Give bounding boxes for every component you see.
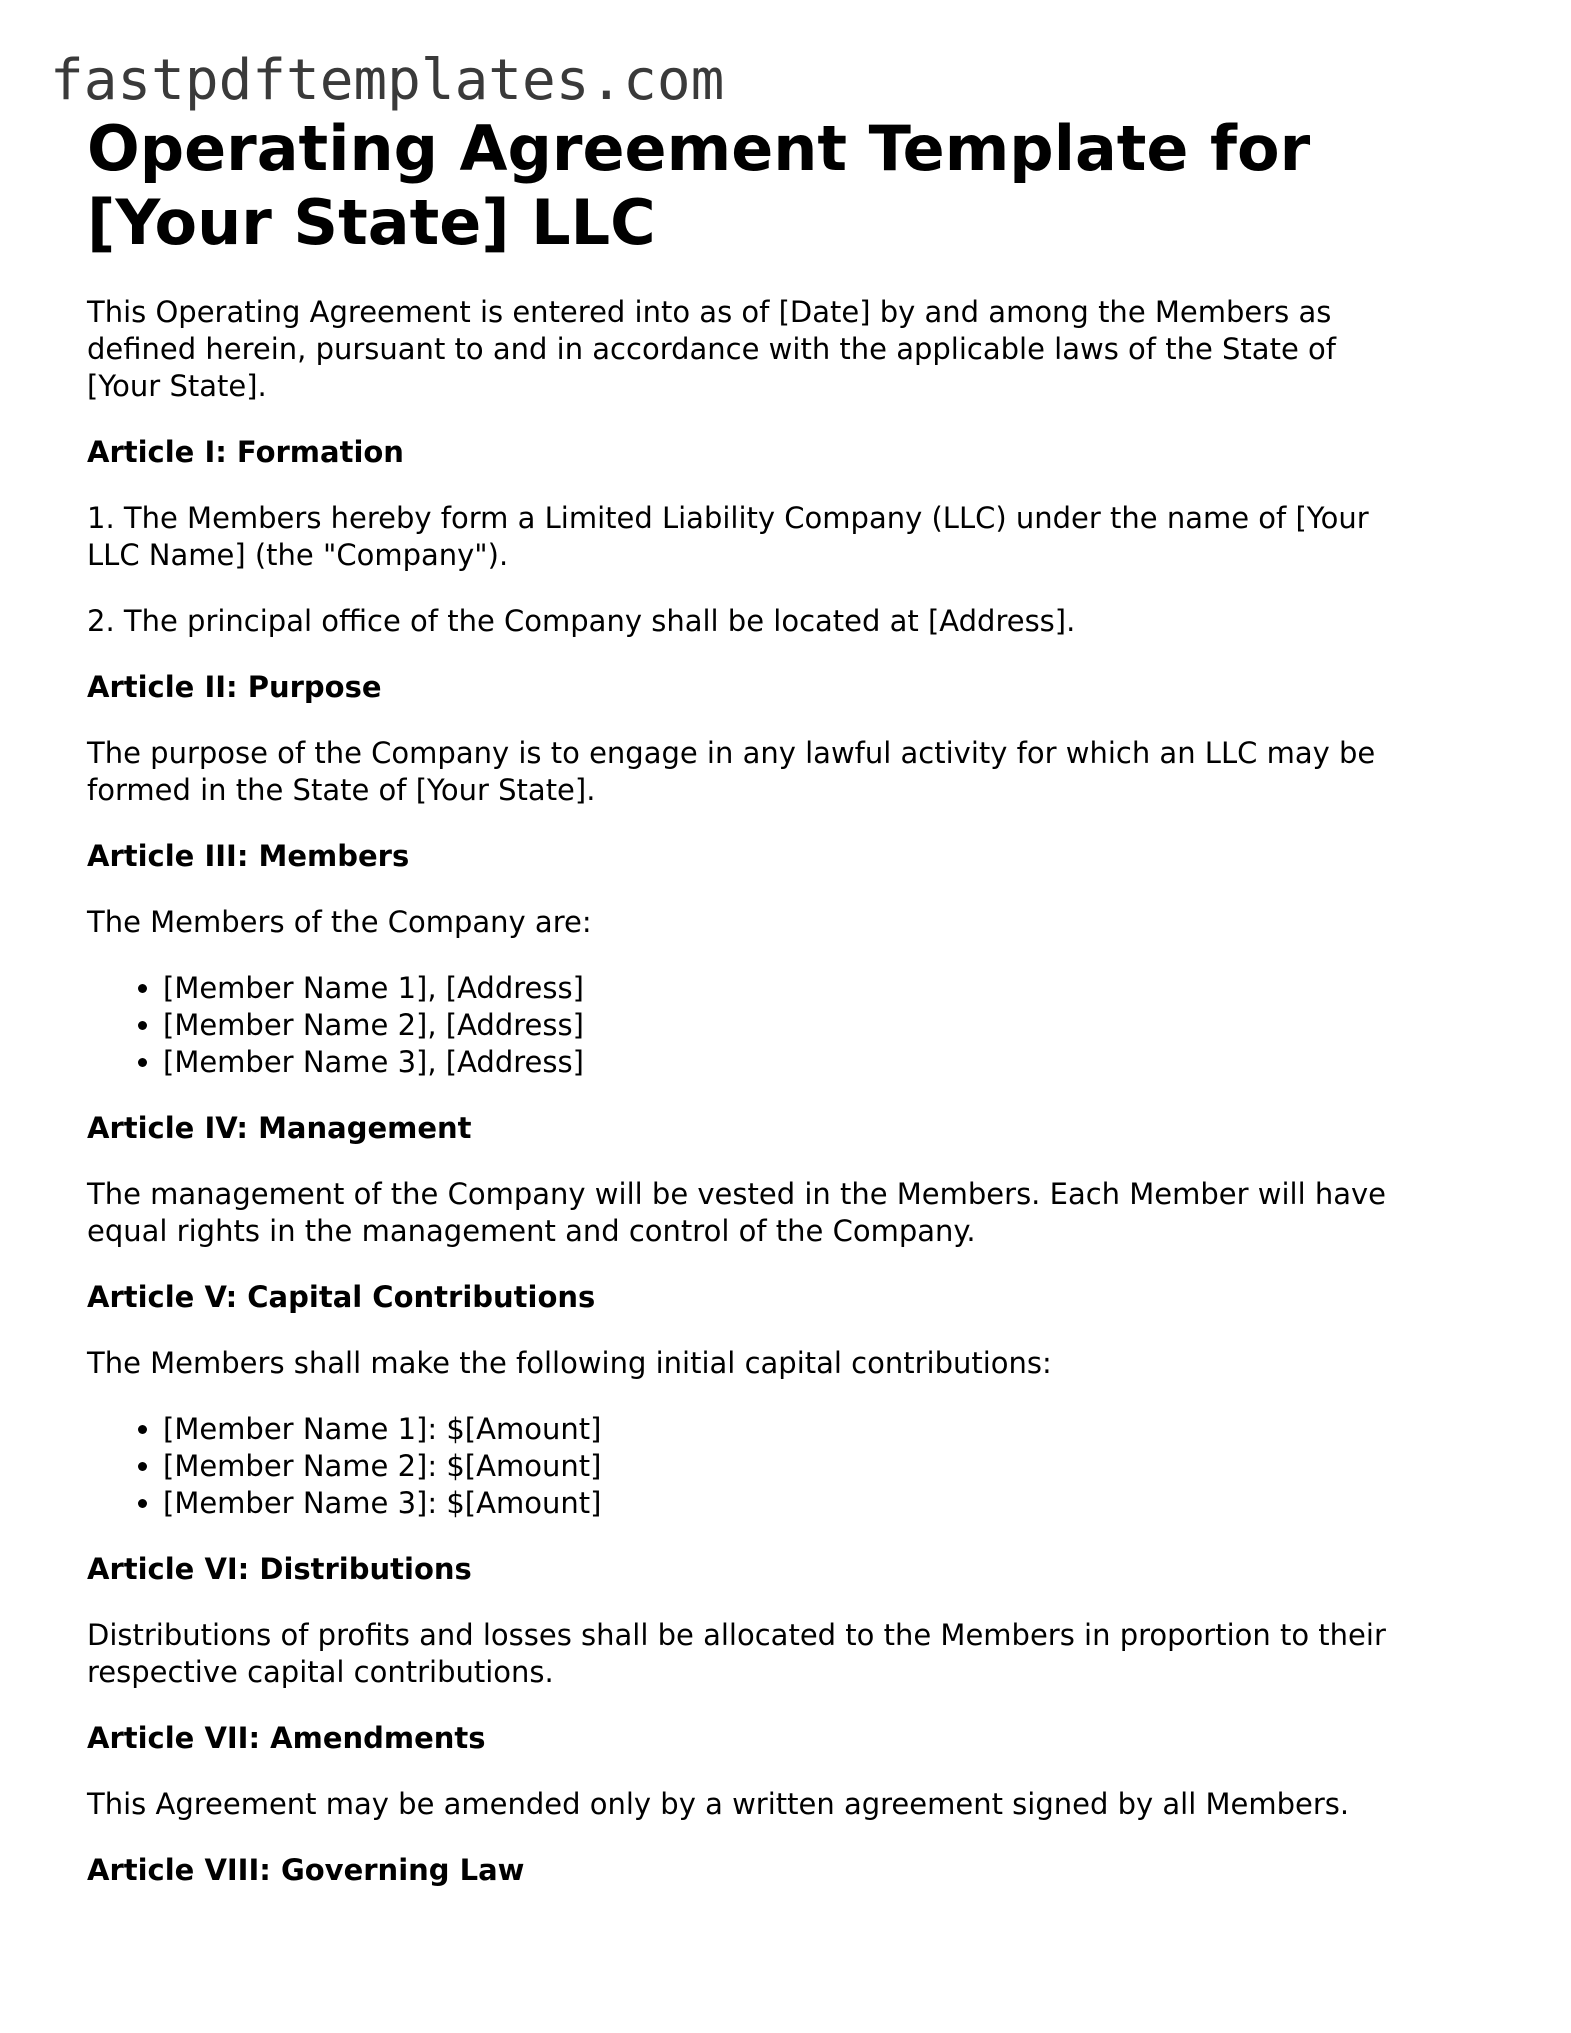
members-list (87, 970, 1487, 1081)
paragraph-line: formed in the State of [Your State]. (87, 773, 596, 807)
title-line: [Your State] LLC (87, 186, 656, 259)
article-paragraph (87, 1786, 1487, 1823)
article-heading: Article IV: Management (87, 1111, 472, 1145)
paragraph-line: equal rights in the management and control of the Company. (87, 1214, 976, 1248)
contributions-list (87, 1411, 1487, 1522)
article-heading: Article VII: Amendments (87, 1721, 486, 1755)
paragraph-line: The Members of the Company are: (87, 905, 592, 939)
article-heading: Article III: Members (87, 839, 410, 873)
article-heading: Article I: Formation (87, 435, 404, 469)
document-body (87, 112, 1487, 1889)
paragraph-line: This Agreement may be amended only by a written agreement signed by all Members. (87, 1787, 1350, 1821)
paragraph-line: 1. The Members hereby form a Limited Liability Company (LLC) under the name of [Your (87, 501, 1369, 535)
article-heading: Article VIII: Governing Law (87, 1853, 525, 1887)
paragraph-line: 2. The principal office of the Company shall be located at [Address]. (87, 604, 1076, 638)
paragraph-line: respective capital contributions. (87, 1655, 554, 1689)
article-heading: Article II: Purpose (87, 670, 382, 704)
intro-line: [Your State]. (87, 369, 267, 403)
list-item: • [Member Name 1]: $[Amount] (163, 1411, 1487, 1448)
paragraph-line: Distributions of profits and losses shall be allocated to the Members in proportion to their (87, 1618, 1386, 1652)
list-item: • [Member Name 2]: $[Amount] (163, 1448, 1487, 1485)
article-heading: Article VI: Distributions (87, 1552, 472, 1586)
title-line: Operating Agreement Template for (87, 112, 1311, 185)
document-title (87, 112, 1487, 260)
article-paragraph (87, 603, 1487, 640)
article-paragraph (87, 1345, 1487, 1382)
article-paragraph (87, 904, 1487, 941)
article-heading: Article V: Capital Contributions (87, 1280, 596, 1314)
list-item: • [Member Name 1], [Address] (163, 970, 1487, 1007)
list-item: • [Member Name 3]: $[Amount] (163, 1485, 1487, 1522)
intro-line: This Operating Agreement is entered into as of [Date] by and among the Members as (87, 295, 1332, 329)
watermark: fastpdftemplates.com (50, 48, 725, 113)
article-paragraph (87, 1176, 1487, 1250)
article-paragraph (87, 500, 1487, 574)
article-paragraph (87, 1617, 1487, 1691)
intro-paragraph (87, 294, 1487, 405)
paragraph-line: The Members shall make the following initial capital contributions: (87, 1346, 1052, 1380)
article-paragraph (87, 735, 1487, 809)
paragraph-line: The management of the Company will be vested in the Members. Each Member will have (87, 1177, 1387, 1211)
list-item: • [Member Name 2], [Address] (163, 1007, 1487, 1044)
intro-line: defined herein, pursuant to and in accordance with the applicable laws of the State of (87, 332, 1336, 366)
paragraph-line: LLC Name] (the "Company"). (87, 538, 509, 572)
list-item: • [Member Name 3], [Address] (163, 1044, 1487, 1081)
paragraph-line: The purpose of the Company is to engage in any lawful activity for which an LLC may be (87, 736, 1376, 770)
